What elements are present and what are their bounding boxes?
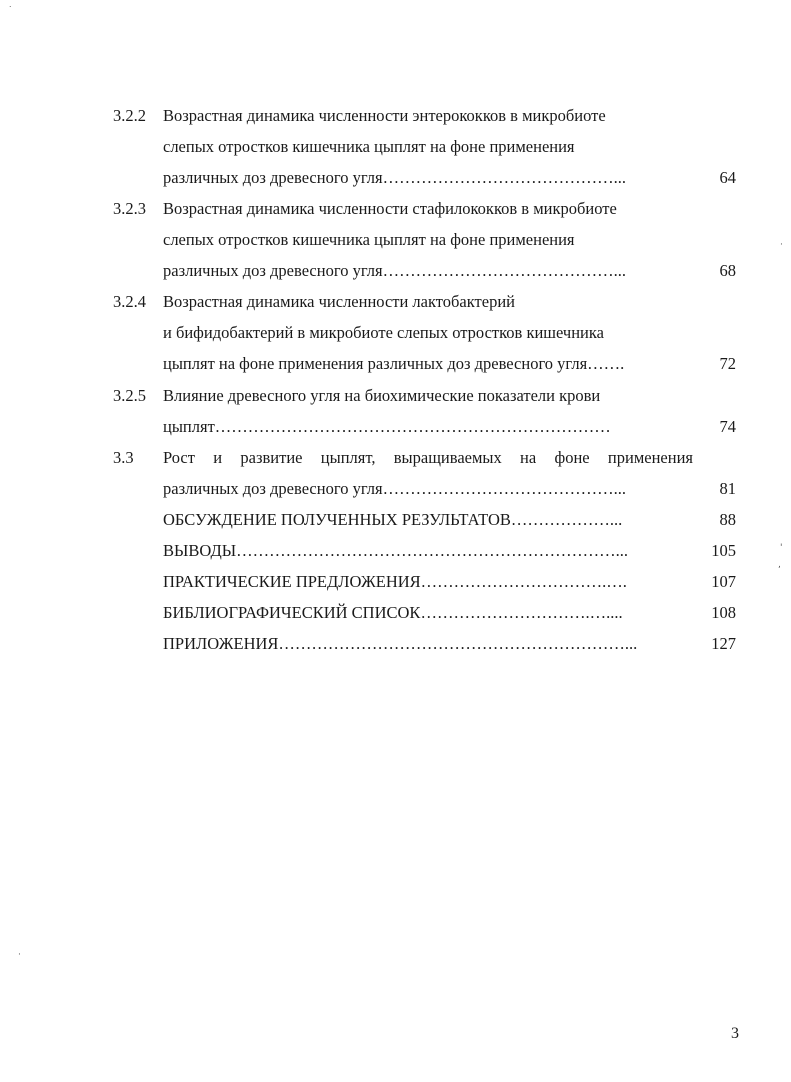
- toc-entry-page: 127: [711, 634, 736, 653]
- toc-entry-text: ОБСУЖДЕНИЕ ПОЛУЧЕННЫХ РЕЗУЛЬТАТОВ………………...: [163, 510, 623, 529]
- toc-entry-text: различных доз древесного угля……………………………………...: [163, 261, 626, 280]
- toc-entry-3-3-line-1: [0, 442, 791, 473]
- toc-entry-3-3-line-2: [0, 473, 791, 504]
- toc-entry-page: 107: [711, 572, 736, 591]
- toc-entry-3-2-2-line-3: [0, 162, 791, 193]
- toc-entry-3-2-3-line-2: [0, 224, 791, 255]
- toc-entry-text: Возрастная динамика численности лактобактерий: [163, 292, 515, 311]
- toc-entry-text: цыплят на фоне применения различных доз древесного угля…….: [163, 354, 625, 373]
- toc-entry-bibliography: [0, 597, 791, 628]
- toc-entry-text: цыплят………………………………………………………………: [163, 417, 611, 436]
- toc-entry-text: БИБЛИОГРАФИЧЕСКИЙ СПИСОК………………………….…....: [163, 603, 623, 622]
- toc-entry-page: 68: [719, 261, 736, 280]
- toc-entry-text: различных доз древесного угля……………………………………...: [163, 168, 626, 187]
- toc-entry-number: 3.2.2: [113, 106, 146, 125]
- toc-entry-page: 64: [719, 168, 736, 187]
- toc-entry-text: Влияние древесного угля на биохимические показатели крови: [163, 386, 601, 405]
- toc-entry-appendices: [0, 628, 791, 659]
- toc-entry-text: различных доз древесного угля……………………………………...: [163, 479, 626, 498]
- toc-entry-discussion: [0, 504, 791, 535]
- toc-entry-page: 88: [719, 510, 736, 529]
- toc-entry-3-2-2-line-1: [0, 100, 791, 131]
- page-number: 3: [731, 1025, 739, 1042]
- toc-entry-3-2-2-line-2: [0, 131, 791, 162]
- toc-entry-3-2-5-line-2: [0, 411, 791, 442]
- scan-speck: ·: [18, 950, 21, 960]
- toc-entry-conclusions: [0, 535, 791, 566]
- toc-entry-3-2-3-line-3: [0, 255, 791, 286]
- toc-entry-number: 3.2.4: [113, 292, 146, 311]
- toc-entry-3-2-4-line-1: [0, 286, 791, 317]
- toc-entry-3-2-4-line-3: [0, 348, 791, 379]
- toc-entry-text: и бифидобактерий в микробиоте слепых отростков кишечника: [163, 323, 604, 342]
- toc-entry-page: 108: [711, 603, 736, 622]
- scan-speck: ·: [780, 240, 783, 250]
- toc-entry-text: ВЫВОДЫ……………………………………………………………...: [163, 541, 629, 560]
- toc-entry-text: слепых отростков кишечника цыплят на фоне применения: [163, 137, 575, 156]
- toc-entry-3-2-4-line-2: [0, 317, 791, 348]
- toc-entry-number: 3.3: [113, 448, 134, 467]
- toc-entry-text: ПРАКТИЧЕСКИЕ ПРЕДЛОЖЕНИЯ…………………………….….: [163, 572, 627, 591]
- toc-entry-number: 3.2.5: [113, 386, 146, 405]
- toc-entry-text: Рост и развитие цыплят, выращиваемых на фоне применения: [163, 448, 693, 467]
- toc-entry-3-2-3-line-1: [0, 193, 791, 224]
- toc-entry-practical-proposals: [0, 566, 791, 597]
- scan-speck: ˙: [8, 6, 13, 16]
- toc-entry-number: 3.2.3: [113, 199, 146, 218]
- toc-entry-text: слепых отростков кишечника цыплят на фоне применения: [163, 230, 575, 249]
- toc-entry-page: 81: [719, 479, 736, 498]
- toc-entry-text: Возрастная динамика численности энтерококков в микробиоте: [163, 106, 606, 125]
- toc-entry-3-2-5-line-1: [0, 380, 791, 411]
- toc-entry-page: 74: [719, 417, 736, 436]
- toc-entry-page: 105: [711, 541, 736, 560]
- toc-entry-page: 72: [719, 354, 736, 373]
- toc-entry-text: ПРИЛОЖЕНИЯ………………………………………………………...: [163, 634, 638, 653]
- toc-entry-text: Возрастная динамика численности стафилококков в микробиоте: [163, 199, 617, 218]
- scan-speck: ': [780, 543, 783, 553]
- scan-speck: ,: [778, 560, 781, 570]
